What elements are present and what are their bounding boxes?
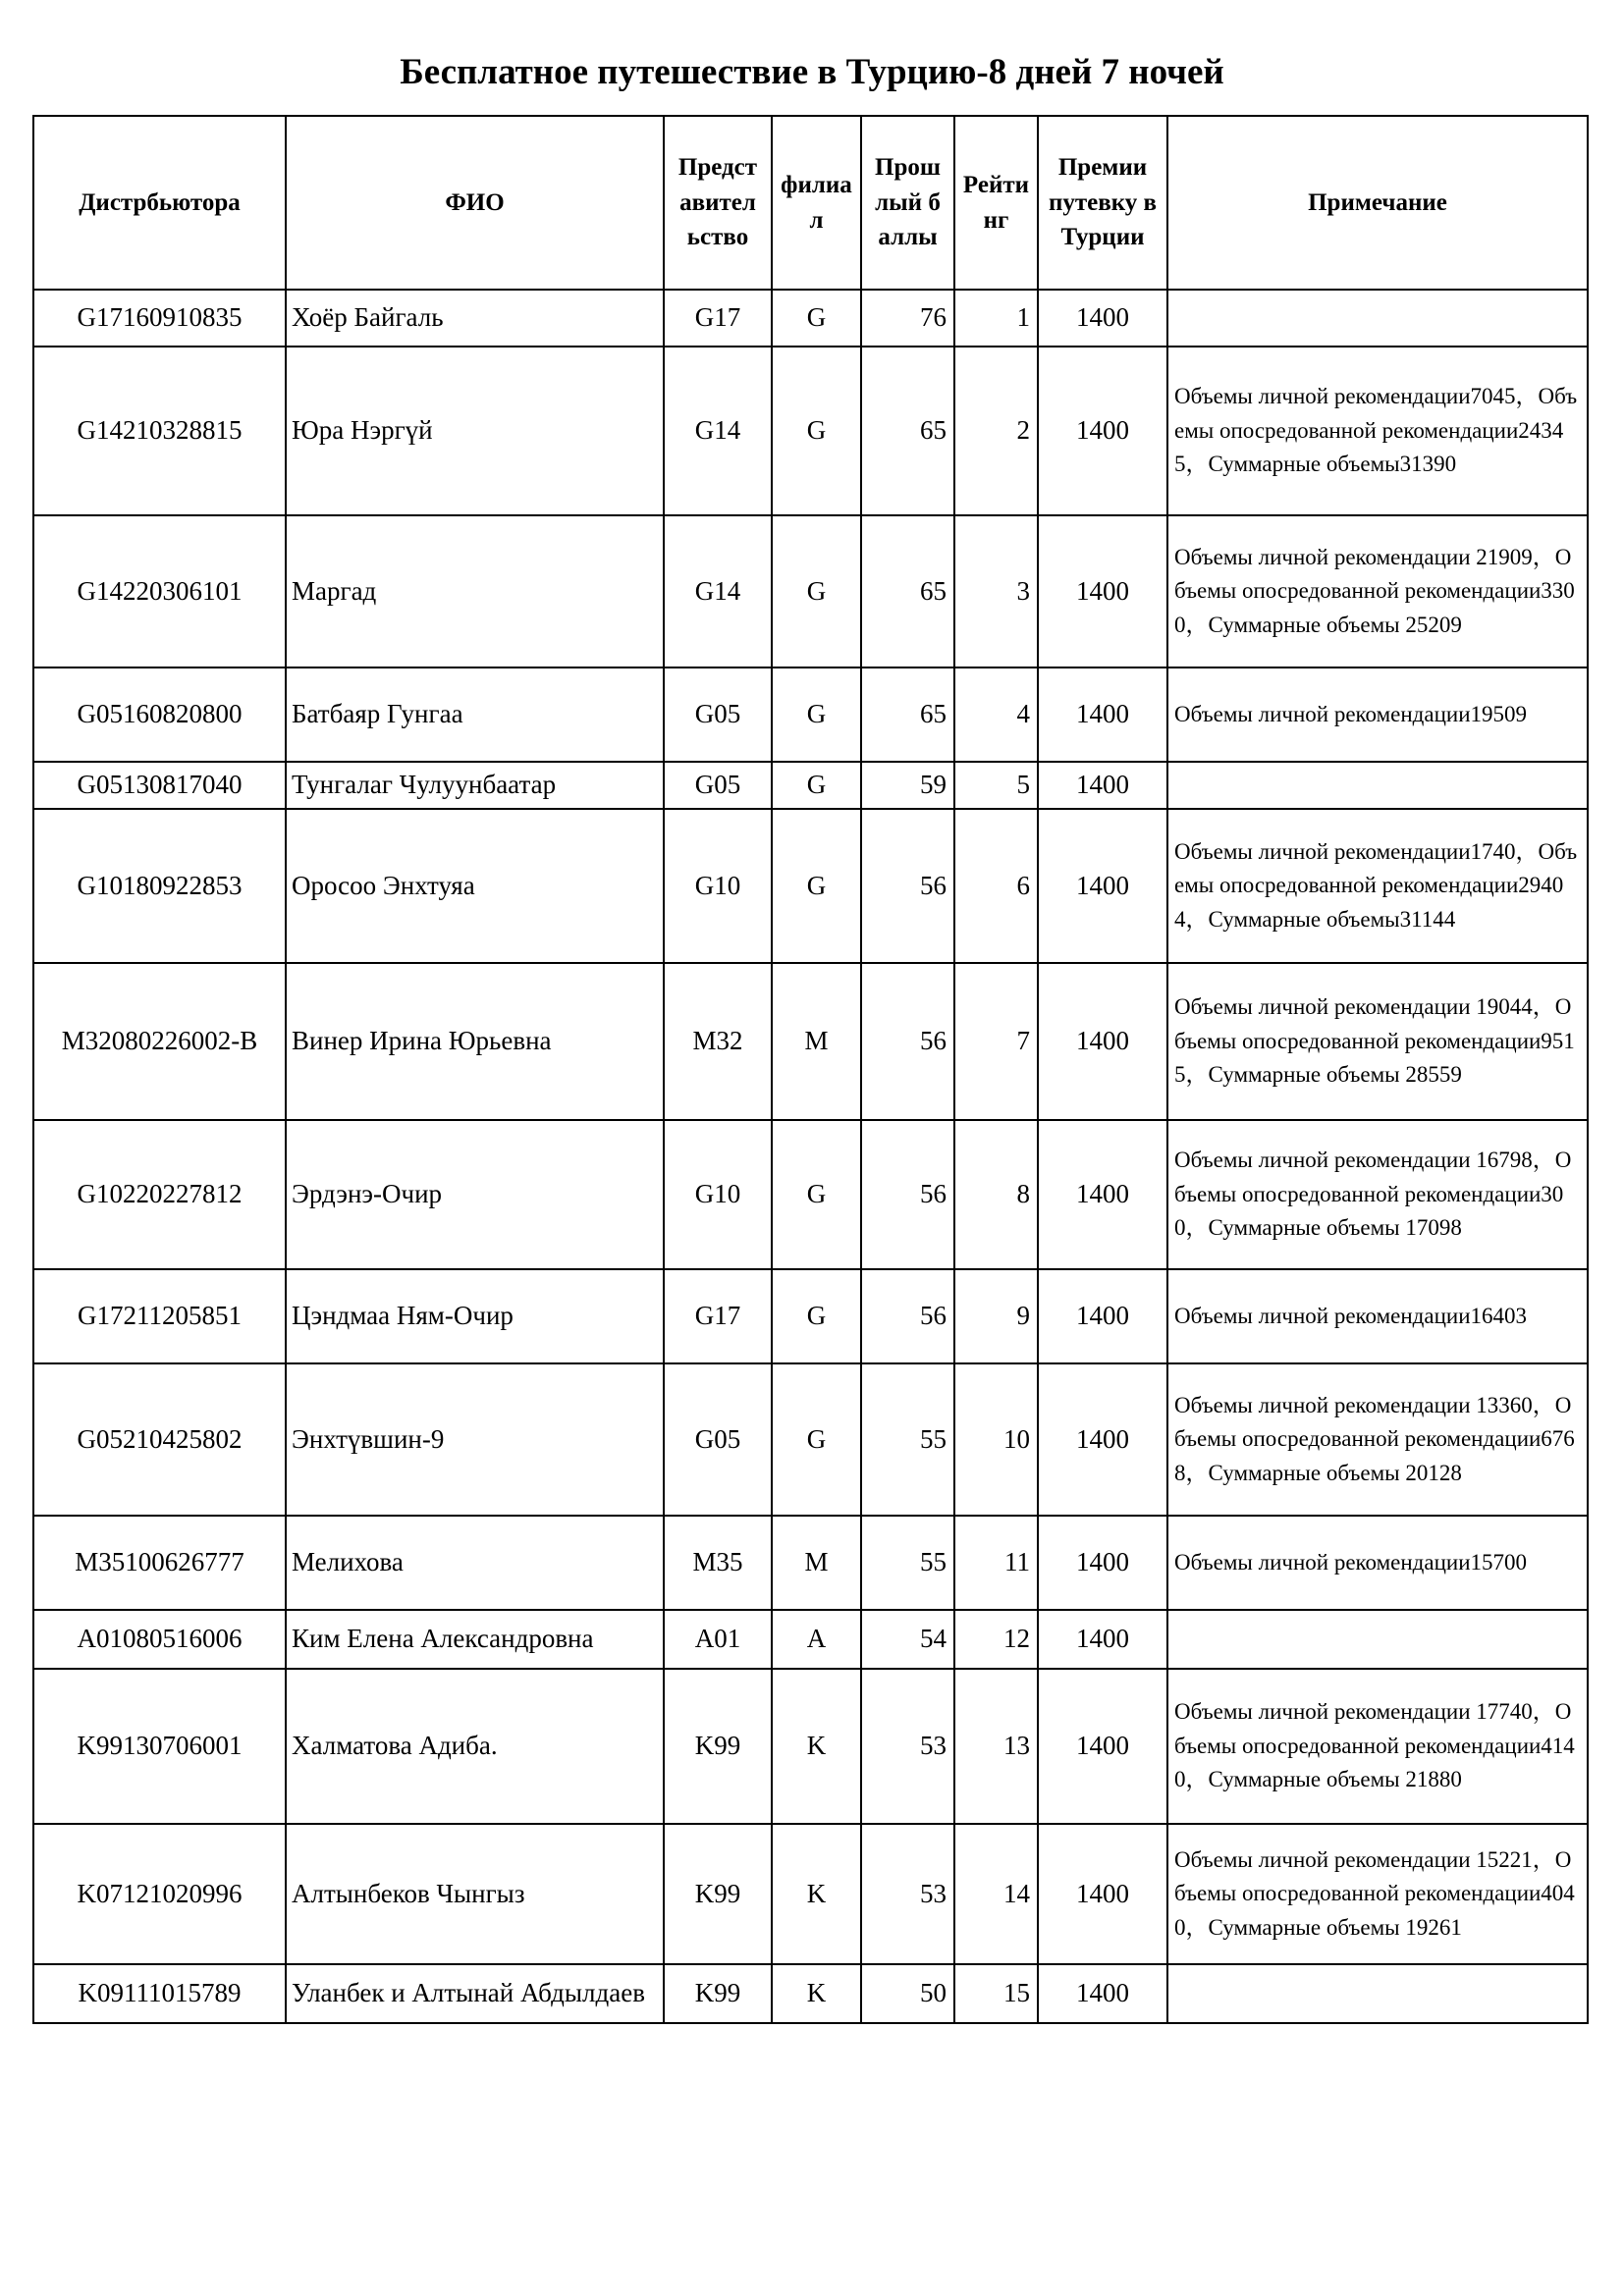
cell-branch: A [772,1610,861,1669]
cell-office: K99 [664,1824,772,1964]
cell-prize: 1400 [1038,1610,1167,1669]
cell-prize: 1400 [1038,347,1167,515]
header-points: Прош лый б аллы [861,116,954,290]
table-row [33,809,1588,963]
cell-rank: 13 [954,1669,1038,1824]
cell-note: Объемы личной рекомендации 17740，Объемы опосредованной рекомендации4140，Суммарные объемы 21880 [1167,1669,1588,1824]
cell-distributor-id: G05160820800 [33,667,286,762]
table-row [33,667,1588,762]
cell-name: Цэндмаа Ням-Очир [286,1269,664,1363]
cell-name: Мелихова [286,1516,664,1610]
cell-branch: G [772,347,861,515]
cell-branch: G [772,1269,861,1363]
cell-distributor-id: G10180922853 [33,809,286,963]
cell-name: Эрдэнэ-Очир [286,1120,664,1269]
cell-office: G14 [664,347,772,515]
header-branch: филиа л [772,116,861,290]
cell-points: 55 [861,1363,954,1516]
cell-rank: 14 [954,1824,1038,1964]
cell-points: 56 [861,1269,954,1363]
cell-branch: K [772,1669,861,1824]
cell-distributor-id: G14210328815 [33,347,286,515]
cell-branch: G [772,809,861,963]
cell-rank: 6 [954,809,1038,963]
cell-note: Объемы личной рекомендации19509 [1167,667,1588,762]
cell-points: 56 [861,809,954,963]
cell-name: Юра Нэргүй [286,347,664,515]
cell-points: 56 [861,1120,954,1269]
cell-distributor-id: G17211205851 [33,1269,286,1363]
cell-prize: 1400 [1038,1363,1167,1516]
table-row [33,1610,1588,1669]
cell-points: 55 [861,1516,954,1610]
cell-office: G17 [664,1269,772,1363]
table-row [33,1964,1588,2023]
cell-name: Батбаяр Гунгаа [286,667,664,762]
cell-note [1167,290,1588,347]
cell-office: G05 [664,1363,772,1516]
cell-distributor-id: G14220306101 [33,515,286,667]
cell-distributor-id: M35100626777 [33,1516,286,1610]
cell-name: Ким Елена Александровна [286,1610,664,1669]
cell-rank: 1 [954,290,1038,347]
cell-office: G05 [664,762,772,809]
cell-office: K99 [664,1669,772,1824]
header-name: ФИО [286,116,664,290]
cell-rank: 11 [954,1516,1038,1610]
cell-points: 53 [861,1824,954,1964]
cell-prize: 1400 [1038,1669,1167,1824]
cell-distributor-id: G05210425802 [33,1363,286,1516]
cell-note [1167,762,1588,809]
table-row [33,1120,1588,1269]
cell-note: Объемы личной рекомендации 19044，Объемы опосредованной рекомендации9515，Суммарные объемы 28559 [1167,963,1588,1120]
table-row [33,963,1588,1120]
header-prize: Премии путевку в Турции [1038,116,1167,290]
cell-prize: 1400 [1038,1964,1167,2023]
cell-name: Маргад [286,515,664,667]
cell-office: G17 [664,290,772,347]
cell-prize: 1400 [1038,1269,1167,1363]
cell-note [1167,1964,1588,2023]
cell-points: 65 [861,515,954,667]
cell-prize: 1400 [1038,515,1167,667]
page-title: Бесплатное путешествие в Турцию-8 дней 7 ночей [400,52,1224,92]
table-row [33,1824,1588,1964]
cell-branch: G [772,762,861,809]
table-row [33,1363,1588,1516]
cell-note: Объемы личной рекомендации 15221，Объемы опосредованной рекомендации4040，Суммарные объемы 19261 [1167,1824,1588,1964]
cell-prize: 1400 [1038,667,1167,762]
cell-note: Объемы личной рекомендации 13360，Объемы опосредованной рекомендации6768，Суммарные объемы 20128 [1167,1363,1588,1516]
cell-points: 65 [861,347,954,515]
cell-branch: M [772,1516,861,1610]
cell-name: Хоёр Байгаль [286,290,664,347]
cell-name: Халматова Адиба. [286,1669,664,1824]
cell-rank: 8 [954,1120,1038,1269]
cell-distributor-id: K07121020996 [33,1824,286,1964]
cell-office: G10 [664,809,772,963]
cell-note [1167,1610,1588,1669]
header-note: Примечание [1167,116,1588,290]
cell-note: Объемы личной рекомендации16403 [1167,1269,1588,1363]
header-distributor: Дистрбьютора [33,116,286,290]
cell-branch: G [772,515,861,667]
cell-name: Винер Ирина Юрьевна [286,963,664,1120]
cell-points: 53 [861,1669,954,1824]
cell-prize: 1400 [1038,1516,1167,1610]
cell-branch: K [772,1964,861,2023]
cell-branch: G [772,290,861,347]
ranking-table [32,115,1589,2024]
cell-distributor-id: K09111015789 [33,1964,286,2023]
cell-office: G05 [664,667,772,762]
table-row [33,290,1588,347]
cell-prize: 1400 [1038,762,1167,809]
cell-distributor-id: K99130706001 [33,1669,286,1824]
cell-branch: G [772,667,861,762]
table-row [33,1516,1588,1610]
cell-rank: 4 [954,667,1038,762]
cell-branch: G [772,1120,861,1269]
header-office: Предст авител ьство [664,116,772,290]
table-row [33,1269,1588,1363]
cell-name: Оросоо Энхтуяа [286,809,664,963]
table-header-row [33,116,1588,290]
cell-rank: 3 [954,515,1038,667]
cell-note: Объемы личной рекомендации 21909，Объемы опосредованной рекомендации3300，Суммарные объемы 25209 [1167,515,1588,667]
cell-points: 59 [861,762,954,809]
cell-office: G10 [664,1120,772,1269]
cell-rank: 12 [954,1610,1038,1669]
cell-office: M35 [664,1516,772,1610]
cell-prize: 1400 [1038,1824,1167,1964]
cell-prize: 1400 [1038,1120,1167,1269]
cell-branch: M [772,963,861,1120]
cell-rank: 9 [954,1269,1038,1363]
cell-office: A01 [664,1610,772,1669]
cell-branch: K [772,1824,861,1964]
cell-note: Объемы личной рекомендации1740，Объемы опосредованной рекомендации29404，Суммарные объемы31144 [1167,809,1588,963]
cell-distributor-id: M32080226002-B [33,963,286,1120]
cell-points: 76 [861,290,954,347]
cell-rank: 10 [954,1363,1038,1516]
cell-branch: G [772,1363,861,1516]
cell-name: Тунгалаг Чулуунбаатар [286,762,664,809]
cell-distributor-id: A01080516006 [33,1610,286,1669]
table-row [33,347,1588,515]
header-rank: Рейти нг [954,116,1038,290]
cell-distributor-id: G10220227812 [33,1120,286,1269]
cell-points: 65 [861,667,954,762]
cell-office: G14 [664,515,772,667]
cell-note: Объемы личной рекомендации 16798，Объемы опосредованной рекомендации300，Суммарные объемы 17098 [1167,1120,1588,1269]
cell-points: 50 [861,1964,954,2023]
table-row [33,762,1588,809]
cell-rank: 15 [954,1964,1038,2023]
cell-rank: 2 [954,347,1038,515]
cell-rank: 7 [954,963,1038,1120]
cell-distributor-id: G05130817040 [33,762,286,809]
cell-note: Объемы личной рекомендации7045，Объемы опосредованной рекомендации24345，Суммарные объемы31390 [1167,347,1588,515]
cell-name: Энхтүвшин-9 [286,1363,664,1516]
cell-prize: 1400 [1038,809,1167,963]
cell-points: 56 [861,963,954,1120]
cell-prize: 1400 [1038,290,1167,347]
table-row [33,1669,1588,1824]
cell-name: Алтынбеков Чынгыз [286,1824,664,1964]
cell-rank: 5 [954,762,1038,809]
cell-distributor-id: G17160910835 [33,290,286,347]
cell-prize: 1400 [1038,963,1167,1120]
table-row [33,515,1588,667]
cell-office: K99 [664,1964,772,2023]
cell-name: Уланбек и Алтынай Абдылдаев [286,1964,664,2023]
cell-note: Объемы личной рекомендации15700 [1167,1516,1588,1610]
cell-points: 54 [861,1610,954,1669]
cell-office: M32 [664,963,772,1120]
